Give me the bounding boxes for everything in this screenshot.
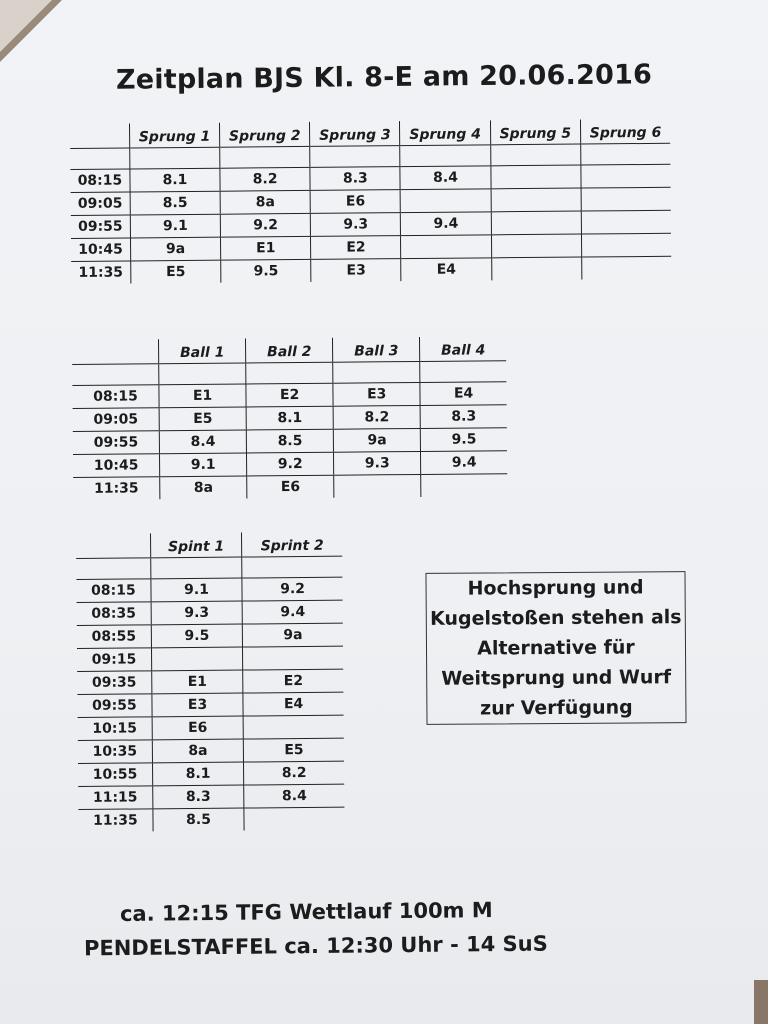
- class-cell: [243, 715, 344, 739]
- table-row: [71, 256, 671, 284]
- class-cell: 8.2: [244, 761, 345, 785]
- class-cell: 8.4: [400, 166, 490, 190]
- class-cell: 9.2: [220, 213, 310, 237]
- time-cell: 10:45: [73, 454, 160, 478]
- class-cell: 8.3: [310, 167, 400, 191]
- time-cell: 09:15: [77, 648, 152, 672]
- class-cell: 9.1: [130, 214, 220, 238]
- spacer-cell: [242, 556, 342, 578]
- table-row: [78, 715, 344, 740]
- class-cell: E2: [246, 383, 333, 407]
- time-cell: 09:55: [71, 215, 131, 239]
- class-cell: 9.3: [311, 213, 401, 237]
- class-cell: [491, 188, 581, 212]
- class-cell: [401, 189, 491, 213]
- class-cell: 9.2: [242, 577, 343, 601]
- class-cell: 9.5: [151, 624, 243, 648]
- column-header: Sprung 3: [310, 121, 400, 146]
- spacer-cell: [70, 148, 130, 170]
- spacer-cell: [159, 363, 246, 385]
- column-header: Sprung 5: [490, 120, 580, 145]
- table-row: [78, 807, 344, 832]
- class-cell: 9.2: [247, 452, 334, 476]
- class-cell: 9.5: [221, 259, 311, 282]
- class-cell: E4: [243, 692, 344, 716]
- class-cell: [491, 234, 581, 258]
- spacer-cell: [76, 558, 151, 580]
- class-cell: 9.1: [151, 578, 243, 602]
- table-row: [76, 577, 342, 602]
- class-cell: E1: [159, 384, 246, 408]
- class-cell: E3: [333, 382, 420, 406]
- class-cell: [581, 210, 671, 234]
- time-cell: 08:15: [70, 169, 130, 193]
- class-cell: 8.5: [153, 808, 245, 831]
- table-header-row: [76, 532, 342, 559]
- class-cell: 8.4: [244, 784, 345, 808]
- time-cell: 11:35: [93, 480, 139, 497]
- class-cell: E5: [243, 738, 344, 762]
- class-cell: [581, 164, 671, 188]
- spacer-cell: [72, 364, 159, 386]
- time-cell: 10:45: [71, 238, 131, 262]
- class-cell: [491, 165, 581, 189]
- column-header: Spint 1: [150, 533, 242, 558]
- time-cell: 10:55: [78, 763, 153, 787]
- sprint-table: [76, 532, 345, 832]
- class-cell: [244, 807, 345, 830]
- class-cell: 9a: [242, 623, 343, 647]
- time-cell: 09:05: [71, 192, 131, 216]
- time-cell: 09:05: [73, 408, 160, 432]
- table-row: [77, 623, 343, 648]
- spacer-cell: [333, 361, 420, 383]
- class-cell: 9.4: [242, 600, 343, 624]
- class-cell: E3: [311, 259, 401, 282]
- footer-line-1: ca. 12:15 TFG Wettlauf 100m M: [119, 898, 493, 926]
- time-cell: 11:15: [78, 786, 153, 810]
- table-row: [78, 738, 344, 763]
- header-corner: [70, 123, 130, 148]
- column-header: Sprung 4: [400, 120, 490, 145]
- class-cell: 9.4: [421, 451, 507, 475]
- spacer-cell: [220, 146, 310, 168]
- class-cell: [151, 647, 243, 671]
- spacer-cell: [490, 144, 580, 166]
- table-row: [77, 646, 343, 671]
- class-cell: 9.3: [151, 601, 243, 625]
- class-cell: E2: [311, 236, 401, 260]
- class-cell: 8.5: [130, 191, 220, 215]
- sprung-table: [70, 119, 671, 284]
- spacer-cell: [581, 143, 671, 165]
- class-cell: E6: [310, 190, 400, 214]
- column-header: Sprung 6: [580, 119, 670, 144]
- class-cell: [581, 187, 671, 211]
- table-row: [78, 761, 344, 786]
- spacer-cell: [400, 145, 490, 167]
- time-cell: 11:35: [93, 812, 138, 829]
- class-cell: 8.2: [333, 405, 420, 429]
- class-cell: E2: [243, 669, 344, 693]
- class-cell: E1: [152, 670, 244, 694]
- class-cell: 8a: [220, 190, 310, 214]
- class-cell: [334, 474, 421, 497]
- page-title: Zeitplan BJS Kl. 8-E am 20.06.2016: [115, 59, 653, 96]
- class-cell: 8.4: [159, 430, 246, 454]
- class-cell: [421, 474, 507, 497]
- table-row: [77, 692, 343, 717]
- class-cell: 8a: [160, 476, 247, 499]
- time-cell: 09:55: [73, 431, 160, 455]
- time-cell: 08:15: [76, 579, 151, 603]
- class-cell: [401, 235, 491, 259]
- class-cell: 8.3: [153, 785, 245, 809]
- class-cell: 9.1: [160, 453, 247, 477]
- table-row: [78, 784, 344, 809]
- time-cell: 09:35: [77, 671, 152, 695]
- class-cell: 9.5: [421, 428, 507, 452]
- time-cell: 10:15: [78, 717, 153, 741]
- ball-table: [72, 336, 507, 500]
- background-corner-bottom: [754, 980, 768, 1024]
- class-cell: E6: [247, 475, 334, 498]
- column-header: Sprint 2: [242, 532, 343, 557]
- spacer-cell: [130, 147, 220, 169]
- class-cell: [581, 233, 671, 257]
- spacer-cell: [310, 146, 400, 168]
- class-cell: 8.1: [130, 168, 220, 192]
- class-cell: 8.3: [420, 405, 506, 429]
- spacer-cell: [246, 362, 333, 384]
- class-cell: E3: [152, 693, 244, 717]
- time-cell: 10:35: [78, 740, 153, 764]
- column-header: Ball 1: [159, 338, 246, 363]
- time-cell: 11:35: [78, 264, 124, 281]
- folded-corner: [0, 0, 52, 52]
- spacer-cell: [420, 361, 506, 383]
- column-header: Ball 2: [246, 338, 333, 363]
- spacer-cell: [151, 557, 243, 579]
- class-cell: 8a: [152, 739, 244, 763]
- class-cell: 8.1: [246, 406, 333, 430]
- class-cell: 8.2: [220, 167, 310, 191]
- class-cell: 9.3: [334, 451, 421, 475]
- table-header-row: [72, 336, 506, 364]
- table-row: [77, 669, 343, 694]
- table-row: [73, 474, 507, 500]
- column-header: Ball 3: [333, 337, 420, 362]
- footer-line-2: PENDELSTAFFEL ca. 12:30 Uhr - 14 SuS: [83, 931, 548, 961]
- class-cell: [582, 256, 672, 279]
- class-cell: [243, 646, 344, 670]
- class-cell: E4: [401, 258, 491, 281]
- class-cell: E5: [159, 407, 246, 431]
- column-header: Ball 4: [420, 336, 506, 361]
- class-cell: 8.5: [246, 429, 333, 453]
- class-cell: 9a: [333, 428, 420, 452]
- time-cell: 08:35: [77, 602, 152, 626]
- time-cell: 09:55: [77, 694, 152, 718]
- class-cell: 8.1: [152, 762, 244, 786]
- table-row: [77, 600, 343, 625]
- header-corner: [76, 533, 151, 558]
- class-cell: 9a: [130, 237, 220, 261]
- column-header: Sprung 1: [129, 123, 219, 148]
- class-cell: E5: [131, 260, 221, 283]
- column-header: Sprung 2: [220, 122, 310, 147]
- alternative-note: Hochsprung und Kugelstoßen stehen als Alternative für Weitsprung und Wurf zur Verfügung: [425, 571, 686, 725]
- class-cell: [491, 211, 581, 235]
- class-cell: E4: [420, 382, 506, 406]
- spacer-row: [76, 556, 342, 579]
- time-cell: 08:55: [77, 625, 152, 649]
- class-cell: E6: [152, 716, 244, 740]
- class-cell: [491, 257, 581, 280]
- time-cell: 08:15: [72, 385, 159, 409]
- class-cell: 9.4: [401, 212, 491, 236]
- class-cell: E1: [221, 236, 311, 260]
- header-corner: [72, 339, 159, 364]
